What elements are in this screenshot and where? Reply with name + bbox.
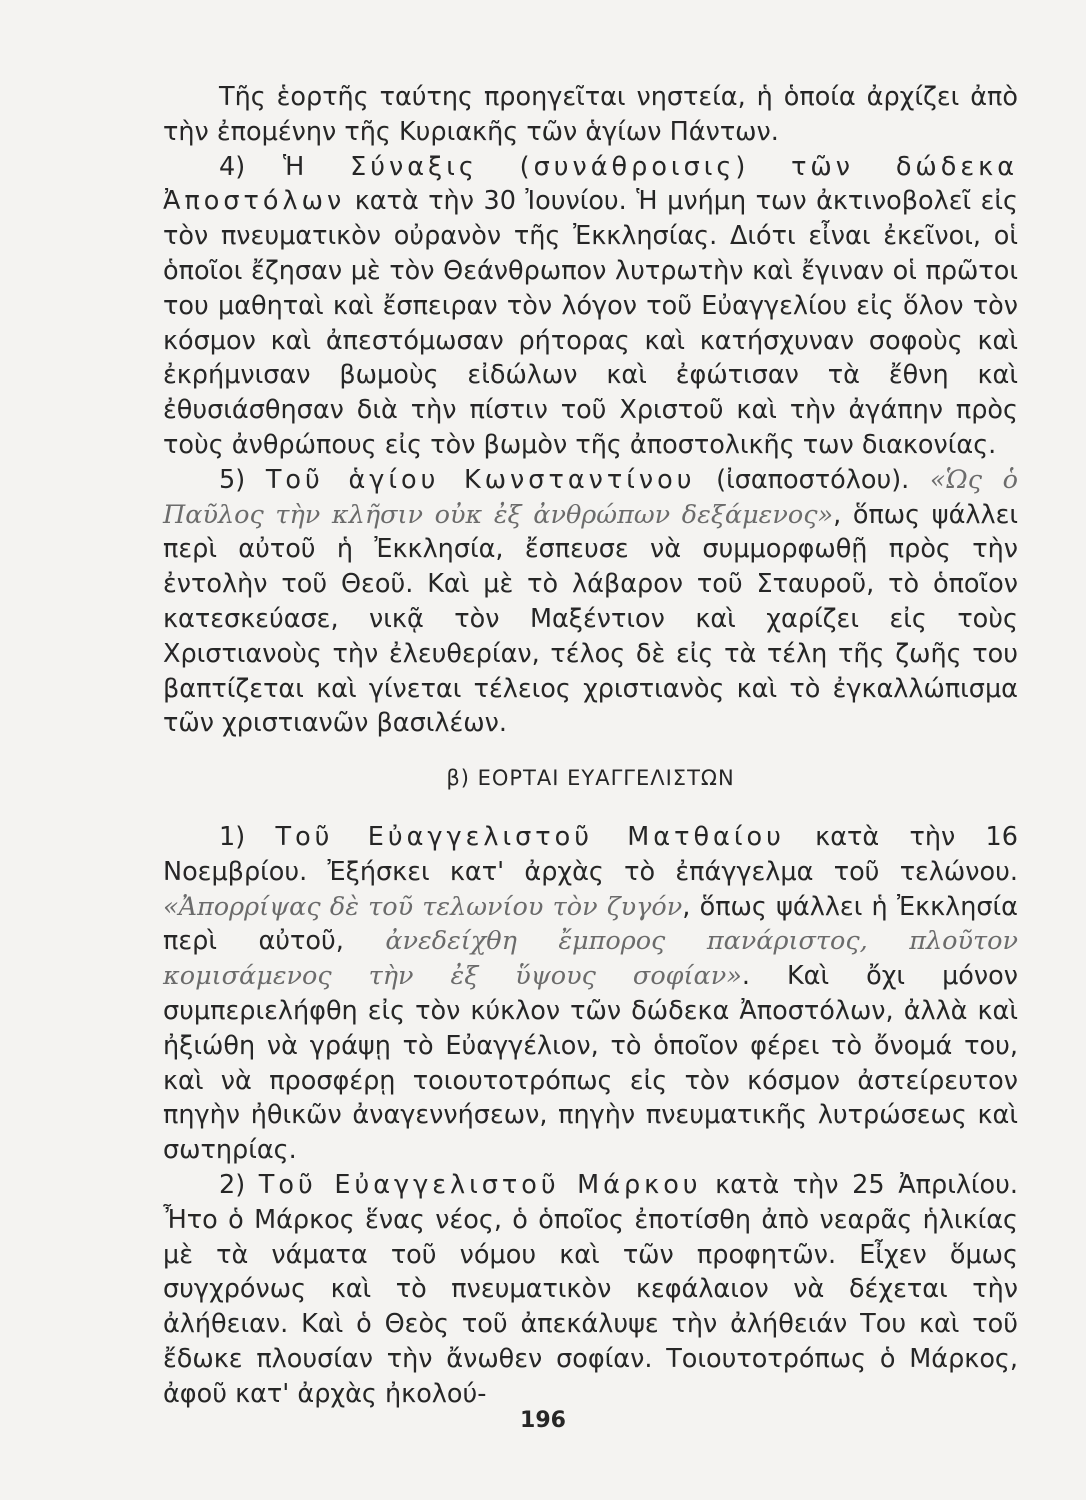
page-number: 196 [520, 1408, 566, 1433]
feast-title: Τοῦ Εὐαγγελιστοῦ Μάρκου [258, 1169, 702, 1200]
hymn-quote: ἀνεδείχθη ἔμπορος πανάριστος, πλοῦτον κομισάμενος τὴν ἐξ ὕψους σοφίαν» [163, 926, 1019, 992]
paragraph-fasting [163, 80, 1018, 150]
paragraph-text: κατὰ τὴν 25 Ἀπριλίου. Ἦτο ὁ Μάρκος ἕνας νέος, ὁ ὁποῖος ἐποτίσθη ἀπὸ νεαρᾶς ἡλικίας μὲ τὰ νάματα τοῦ νόμου καὶ τῶν προφητῶν. Εἶχεν ὅμως συγχρόνως καὶ τὸ πνευματικὸν κεφάλαιον νὰ δέχεται τὴν ἀλήθειαν. Καὶ ὁ Θεὸς τοῦ ἀπεκάλυψε τὴν ἀλήθειάν Του καὶ τοῦ ἔδωκε πλουσίαν τὴν ἄνωθεν σοφίαν. Τοιουτοτρόπως ὁ Μάρκος, ἀφοῦ κατ' ἀρχὰς ἠκολού- [163, 1169, 1019, 1409]
feast-title: Ἡ Σύναξις (συνάθροισις) τῶν δώδεκα Ἀποστόλων [163, 151, 1019, 217]
paragraph-text: . Καὶ ὄχι μόνον συμπεριελήφθη εἰς τὸν κύκλον τῶν δώδεκα Ἀποστόλων, ἀλλὰ καὶ ἠξιώθη νὰ γράψῃ τὸ Εὐαγγέλιον, τὸ ὁποῖον φέρει τὸ ὄνομά του, καὶ νὰ προσφέρῃ τοιουτοτρόπως εἰς τὸν κόσμον ἀστείρευτον πηγὴν ἠθικῶν ἀναγεννήσεων, πηγὴν πνευματικῆς λυτρώσεως καὶ σωτηρίας. [163, 961, 1018, 1166]
paragraph-text: , ὅπως ψάλλει περὶ αὐτοῦ ἡ Ἐκκλησία, ἔσπευσε νὰ συμμορφωθῇ πρὸς τὴν ἐντολὴν τοῦ Θεοῦ. Καὶ μὲ τὸ λάβαρον τοῦ Σταυροῦ, τὸ ὁποῖον κατεσκεύασε, νικᾷ τὸν Μαξέντιον καὶ χαρίζει εἰς τοὺς Χριστιανοὺς τὴν ἐλευθερίαν, τέλος δὲ εἰς τὰ τέλη τῆς ζωῆς του βαπτίζεται καὶ γίνεται τέλειος χριστιανὸς καὶ τὸ ἐγκαλλώπισμα τῶν χριστιανῶν βασιλέων. [163, 499, 1018, 739]
paragraph-text: κατὰ τὴν 30 Ἰουνίου. Ἡ μνήμη των ἀκτινοβολεῖ εἰς τὸν πνευματικὸν οὐρανὸν τῆς Ἐκκλησίας. Διότι εἶναι ἐκεῖνοι, οἱ ὁποῖοι ἔζησαν μὲ τὸν Θεάνθρωπον λυτρωτὴν καὶ ἔγιναν οἱ πρῶτοι του μαθηταὶ καὶ ἔσπειραν τὸν λόγον τοῦ Εὐαγγελίου εἰς ὅλον τὸν κόσμον καὶ ἀπεστόμωσαν ρήτορας καὶ κατήσχυναν σοφοὺς καὶ ἐκρήμνισαν βωμοὺς εἰδώλων καὶ ἐφώτισαν τὰ ἔθνη καὶ ἐθυσιάσθησαν διὰ τὴν πίστιν τοῦ Χριστοῦ καὶ τὴν ἀγάπην πρὸς τοὺς ἀνθρώπους εἰς τὸν βωμὸν τῆς ἀποστολικῆς των διακονίας. [163, 186, 1018, 460]
paragraph-constantine [163, 463, 1018, 741]
paragraph-matthew [163, 820, 1018, 1168]
paragraph-synaxis-apostles [163, 150, 1018, 463]
feast-subtitle: (ἰσαποστόλου). [695, 464, 930, 495]
paragraph-text: Τῆς ἑορτῆς ταύτης προηγεῖται νηστεία, ἡ ὁποία ἀρχίζει ἀπὸ τὴν ἐπομένην τῆς Κυριακῆς τῶν ἁγίων Πάντων. [163, 82, 1018, 147]
paragraph-text: κατὰ τὴν 16 Νοεμβρίου. Ἐξήσκει κατ' ἀρχὰς τὸ ἐπάγγελμα τοῦ τελώνου. [163, 821, 1019, 887]
feast-title: Τοῦ Εὐαγγελιστοῦ Ματθαίου [275, 821, 785, 852]
hymn-quote: «Ἀπορρίψας δὲ τοῦ τελωνίου τὸν ζυγόν [163, 891, 683, 922]
item-number: 1) [219, 821, 276, 852]
hymn-quote: «Ὡς ὁ Παῦλος τὴν κλῆσιν οὐκ ἐξ ἀνθρώπων δεξάμενος» [163, 464, 1019, 530]
item-number: 5) [219, 464, 266, 495]
section-heading: β) ΕΟΡΤΑΙ ΕΥΑΓΓΕΛΙΣΤΩΝ [446, 766, 735, 791]
paragraph-mark [163, 1168, 1018, 1412]
item-number: 2) [219, 1169, 259, 1200]
paragraph-text: , ὅπως ψάλλει ἡ Ἐκκλησία περὶ αὐτοῦ, [163, 891, 1018, 957]
body-text [163, 80, 1018, 1411]
item-number: 4) [219, 151, 283, 182]
feast-title: Τοῦ ἁγίου Κωνσταντίνου [265, 464, 696, 495]
